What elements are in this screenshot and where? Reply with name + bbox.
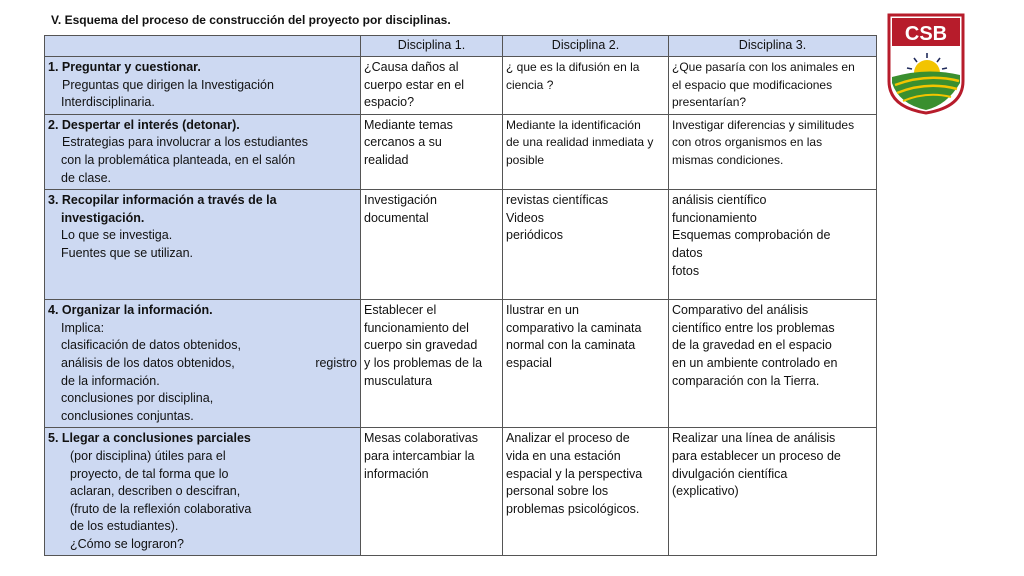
cell-line: presentarían? — [672, 95, 747, 110]
discipline-2-cell — [503, 300, 669, 428]
cell-line: normal con la caminata — [506, 338, 636, 353]
stage-line: clasificación de datos obtenidos, — [61, 338, 241, 353]
cell-line: cercanos a su — [364, 135, 442, 150]
cell-line: cuerpo sin gravedad — [364, 338, 478, 353]
cell-line: Esquemas comprobación de — [672, 228, 831, 243]
cell-line: Mediante temas — [364, 117, 453, 132]
cell-line: Comparativo del análisis — [672, 303, 809, 318]
stage-line: conclusiones por disciplina, — [61, 391, 214, 406]
cell-line: espacial y la perspectiva — [506, 466, 643, 481]
discipline-2-cell — [503, 57, 669, 115]
discipline-3-cell — [669, 57, 877, 115]
discipline-3-cell — [669, 300, 877, 428]
discipline-3-cell — [669, 428, 877, 556]
stage-line: proyecto, de tal forma que lo — [70, 466, 229, 481]
cell-line: comparación con la Tierra. — [672, 373, 820, 388]
cell-line: de la gravedad en el espacio — [672, 338, 832, 353]
stage-title: 1. Preguntar y cuestionar. — [48, 60, 201, 74]
cell-line: personal sobre los — [506, 484, 609, 499]
cell-line: realidad — [364, 152, 409, 167]
stage-line: Implica: — [61, 320, 105, 335]
cell-line: posible — [506, 152, 545, 167]
cell-line: ciencia ? — [506, 77, 554, 92]
discipline-1-cell — [361, 57, 503, 115]
stage-line: de la información. — [61, 373, 160, 388]
cell-line: fotos — [672, 263, 700, 278]
cell-line: Mediante la identificación — [506, 117, 641, 132]
cell-line: y los problemas de la — [364, 355, 483, 370]
table-row — [45, 57, 877, 115]
stage-title-continued: investigación. — [61, 210, 145, 225]
stage-title: 2. Despertar el interés (detonar). — [48, 117, 240, 132]
cell-line: documental — [364, 210, 429, 225]
cell-line: análisis científico — [672, 193, 767, 208]
cell-line: vida en una estación — [506, 448, 621, 463]
stage-line-part: análisis de los datos obtenidos, — [61, 355, 235, 370]
header-stage — [45, 36, 361, 57]
csb-shield-logo-icon — [887, 11, 965, 115]
cell-line: información — [364, 466, 429, 481]
cell-line: en un ambiente controlado en — [672, 355, 838, 370]
stage-line — [48, 355, 357, 373]
discipline-1-cell — [361, 428, 503, 556]
stage-line: Interdisciplinaria. — [61, 95, 155, 110]
cell-line: científico entre los problemas — [672, 320, 835, 335]
header-discipline-1: Disciplina 1. — [361, 36, 503, 57]
stage-line: Lo que se investiga. — [61, 228, 173, 243]
table-row — [45, 190, 877, 300]
logo-text: CSB — [904, 23, 948, 45]
discipline-1-cell — [361, 114, 503, 189]
table-row — [45, 300, 877, 428]
discipline-1-cell — [361, 300, 503, 428]
stage-line: Estrategias para involucrar a los estudiantes — [62, 135, 308, 150]
cell-line: funcionamiento del — [364, 320, 469, 335]
header-discipline-3: Disciplina 3. — [669, 36, 877, 57]
cell-line: datos — [672, 245, 703, 260]
stage-cell — [45, 300, 361, 428]
stage-line: conclusiones conjuntas. — [61, 408, 194, 423]
stage-line: aclaran, describen o descifran, — [70, 484, 241, 499]
cell-line: espacio? — [364, 95, 415, 110]
cell-line: Ilustrar en un — [506, 303, 579, 318]
discipline-2-cell — [503, 428, 669, 556]
table-row — [45, 428, 877, 556]
cell-line: ¿Causa daños al — [364, 60, 459, 74]
cell-line: ¿ que es la difusión en la — [506, 60, 640, 74]
page-title: V. Esquema del proceso de construcción del proyecto por disciplinas. — [51, 13, 451, 27]
cell-line: el espacio que modificaciones — [672, 77, 833, 92]
stage-cell — [45, 428, 361, 556]
cell-line: cuerpo estar en el — [364, 77, 465, 92]
stage-line-part: registro — [315, 355, 357, 370]
cell-line: periódicos — [506, 228, 563, 243]
cell-line: con otros organismos en las — [672, 135, 823, 150]
stage-title: 5. Llegar a conclusiones parciales — [48, 431, 251, 446]
cell-line: problemas psicológicos. — [506, 501, 640, 516]
cell-line: funcionamiento — [672, 210, 757, 225]
cell-line: ¿Que pasaría con los animales en — [672, 60, 855, 74]
cell-line: Investigar diferencias y similitudes — [672, 117, 855, 132]
cell-line: revistas científicas — [506, 193, 609, 208]
stage-title: 3. Recopilar información a través de la — [48, 193, 277, 208]
table-row — [45, 114, 877, 189]
stage-line: de clase. — [61, 170, 112, 185]
cell-line: para establecer un proceso de — [672, 448, 841, 463]
cell-line: Establecer el — [364, 303, 437, 318]
stage-line: Preguntas que dirigen la Investigación — [62, 77, 274, 92]
discipline-2-cell — [503, 114, 669, 189]
cell-line: Mesas colaborativas — [364, 431, 478, 446]
cell-line: comparativo la caminata — [506, 320, 642, 335]
cell-line: (explicativo) — [672, 484, 739, 499]
discipline-3-cell — [669, 114, 877, 189]
stage-title: 4. Organizar la información. — [48, 303, 213, 318]
cell-line: Analizar el proceso de — [506, 431, 630, 446]
stage-line: (fruto de la reflexión colaborativa — [70, 501, 252, 516]
stage-cell — [45, 57, 361, 115]
discipline-3-cell — [669, 190, 877, 300]
cell-line: Realizar una línea de análisis — [672, 431, 836, 446]
stage-line: ¿Cómo se lograron? — [70, 536, 184, 551]
cell-line: musculatura — [364, 373, 433, 388]
discipline-2-cell — [503, 190, 669, 300]
stage-line: (por disciplina) útiles para el — [70, 448, 226, 463]
discipline-scheme-table — [44, 35, 877, 556]
cell-line: Investigación — [364, 193, 437, 208]
stage-cell — [45, 114, 361, 189]
cell-line: Videos — [506, 210, 544, 225]
cell-line: mismas condiciones. — [672, 152, 784, 167]
cell-line: para intercambiar la — [364, 448, 475, 463]
table-header-row — [45, 36, 877, 57]
cell-line: divulgación científica — [672, 466, 788, 481]
stage-cell — [45, 190, 361, 300]
stage-line: con la problemática planteada, en el salón — [61, 152, 296, 167]
stage-line: de los estudiantes). — [70, 519, 179, 534]
header-discipline-2: Disciplina 2. — [503, 36, 669, 57]
stage-line: Fuentes que se utilizan. — [61, 245, 194, 260]
discipline-1-cell — [361, 190, 503, 300]
cell-line: espacial — [506, 355, 552, 370]
cell-line: de una realidad inmediata y — [506, 135, 654, 150]
